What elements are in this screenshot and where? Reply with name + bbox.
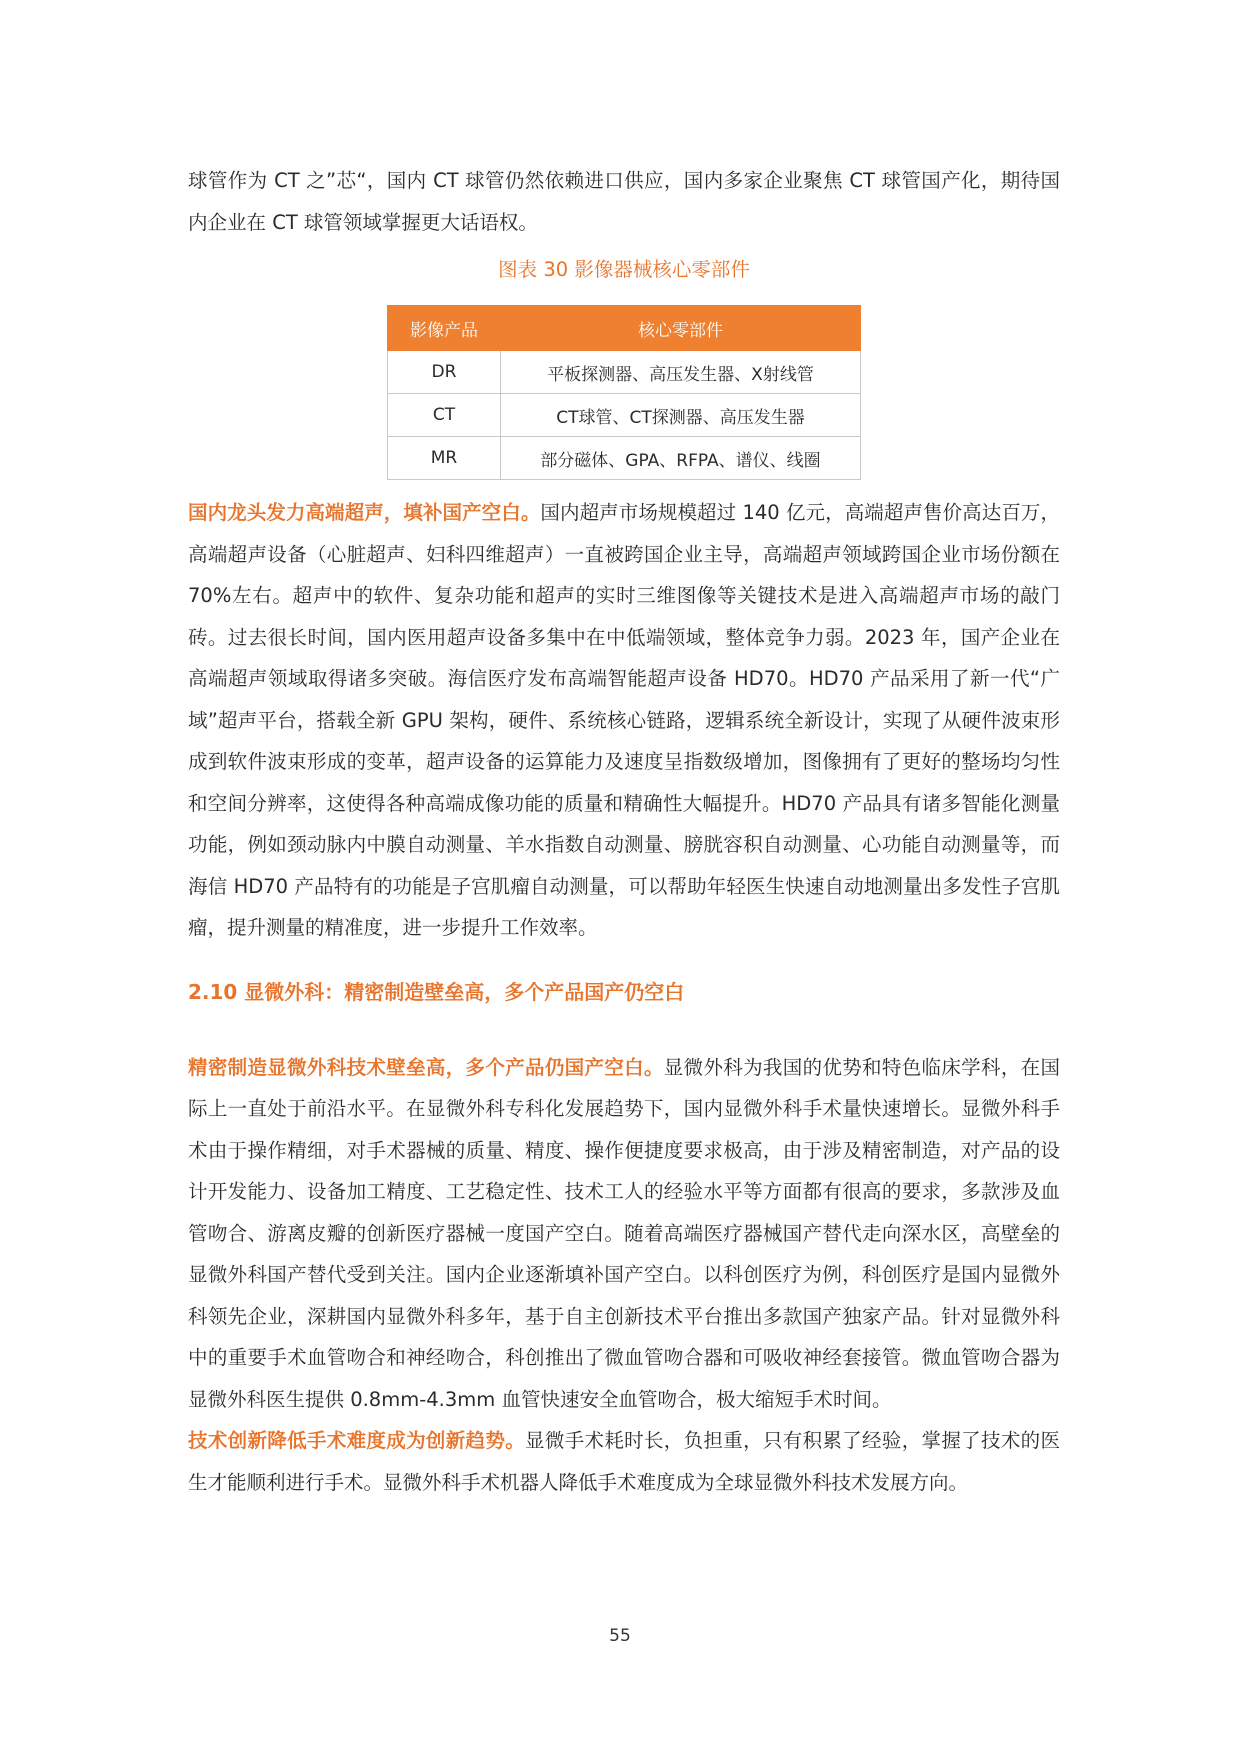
- ultrasound-text: 国内超声市场规模超过 140 亿元，高端超声售价高达百万，高端超声设备（心脏超声、妇科四维超声）一直被跨国企业主导，高端超声领域跨国企业市场份额在 70%左右。超声中的软件、复杂功能和超声的实时三维图像等关键技术是进入高端超声市场的敲门砖。过去很长时间，国内医用超声设备多集中在中低端领域，整体竞争力弱。2023 年，国产企业在高端超声领域取得诸多突破。海信医疗发布高端智能超声设备 HD70。HD70 产品采用了新一代“广域”超声平台，搭载全新 GPU 架构，硬件、系统核心链路，逻辑系统全新设计，实现了从硬件波束形成到软件波束形成的变革，超声设备的运算能力及速度呈指数级增加，图像拥有了更好的整场均匀性和空间分辨率，这使得各种高端成像功能的质量和精确性大幅提升。HD70 产品具有诸多智能化测量功能，例如颈动脉内中膜自动测量、羊水指数自动测量、膀胱容积自动测量、心功能自动测量等，而海信 HD70 产品特有的功能是子宫肌瘤自动测量，可以帮助年轻医生快速自动地测量出多发性子宫肌瘤，提升测量的精准度，进一步提升工作效率。: [188, 501, 1060, 939]
- table-cell-components: 平板探测器、高压发生器、X射线管: [501, 351, 861, 394]
- core-components-table: [387, 305, 861, 480]
- table-header-cell: 影像产品: [388, 306, 501, 351]
- page-number: 55: [609, 1626, 631, 1646]
- microsurgery-highlight: 精密制造显微外科技术壁垒高，多个产品仍国产空白。: [188, 1055, 664, 1079]
- section-heading: 2.10 显微外科：精密制造壁垒高，多个产品国产仍空白: [188, 979, 685, 1004]
- microsurgery-paragraph: [188, 1047, 1060, 1421]
- table-header-cell: 核心零部件: [501, 306, 861, 351]
- table-cell-product: CT: [388, 394, 501, 437]
- table-row: [388, 394, 861, 437]
- ultrasound-highlight: 国内龙头发力高端超声，填补国产空白。: [188, 501, 541, 524]
- intro-paragraph: 球管作为 CT 之”芯“，国内 CT 球管仍然依赖进口供应，国内多家企业聚焦 CT 球管国产化，期待国内企业在 CT 球管领域掌握更大话语权。: [188, 169, 1060, 234]
- page-content: [188, 160, 1060, 1503]
- innovation-paragraph: [188, 1420, 1060, 1503]
- table-cell-components: 部分磁体、GPA、RFPA、谱仪、线圈: [501, 437, 861, 480]
- table-row: [388, 351, 861, 394]
- microsurgery-text: 显微外科为我国的优势和特色临床学科，在国际上一直处于前沿水平。在显微外科专科化发展趋势下，国内显微外科手术量快速增长。显微外科手术由于操作精细，对手术器械的质量、精度、操作便捷度要求极高，由于涉及精密制造，对产品的设计开发能力、设备加工精度、工艺稳定性、技术工人的经验水平等方面都有很高的要求，多款涉及血管吻合、游离皮瓣的创新医疗器械一度国产空白。随着高端医疗器械国产替代走向深水区，高壁垒的显微外科国产替代受到关注。国内企业逐渐填补国产空白。以科创医疗为例，科创医疗是国内显微外科领先企业，深耕国内显微外科多年，基于自主创新技术平台推出多款国产独家产品。针对显微外科中的重要手术血管吻合和神经吻合，科创推出了微血管吻合器和可吸收神经套接管。微血管吻合器为显微外科医生提供 0.8mm-4.3mm 血管快速安全血管吻合，极大缩短手术时间。: [188, 1055, 1060, 1411]
- table-cell-product: DR: [388, 351, 501, 394]
- figure-caption: 图表 30 影像器械核心零部件: [498, 258, 750, 281]
- innovation-text: 显微手术耗时长，负担重，只有积累了经验，掌握了技术的医生才能顺利进行手术。显微外科手术机器人降低手术难度成为全球显微外科技术发展方向。: [188, 1429, 1060, 1494]
- table-header-row: [388, 306, 861, 351]
- ultrasound-paragraph: [188, 492, 1060, 949]
- table-cell-components: CT球管、CT探测器、高压发生器: [501, 394, 861, 437]
- table-row: [388, 437, 861, 480]
- innovation-highlight: 技术创新降低手术难度成为创新趋势。: [188, 1429, 526, 1452]
- table-cell-product: MR: [388, 437, 501, 480]
